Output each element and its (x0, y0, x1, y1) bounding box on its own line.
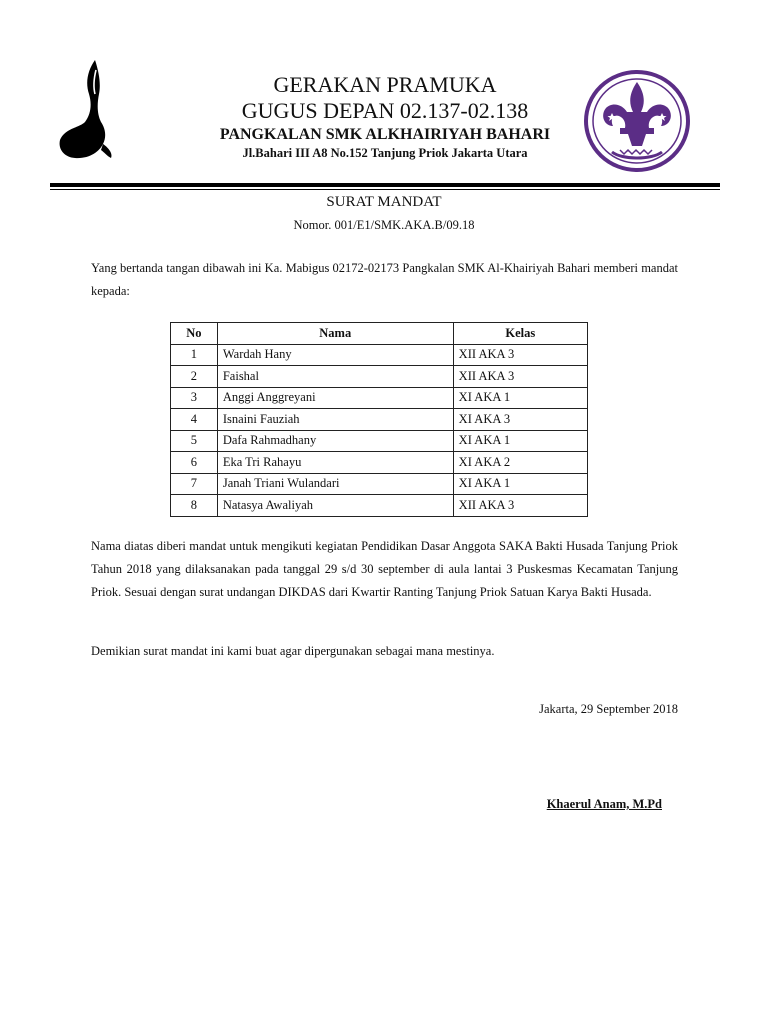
table-row (171, 473, 588, 495)
table-row (171, 409, 588, 431)
letter-title: SURAT MANDAT (326, 194, 442, 210)
table-row (171, 495, 588, 517)
cell-nama: Natasya Awaliyah (217, 495, 453, 517)
cell-nama: Eka Tri Rahayu (217, 452, 453, 474)
cell-kelas: XI AKA 2 (453, 452, 587, 474)
cell-kelas: XI AKA 1 (453, 387, 587, 409)
cell-no: 7 (171, 473, 218, 495)
cell-no: 4 (171, 409, 218, 431)
header-nama: Nama (217, 323, 453, 345)
cell-no: 8 (171, 495, 218, 517)
cell-no: 2 (171, 366, 218, 388)
cell-kelas: XI AKA 1 (453, 430, 587, 452)
header-kelas: Kelas (453, 323, 587, 345)
cell-no: 1 (171, 344, 218, 366)
member-table (170, 322, 588, 517)
org-title: GERAKAN PRAMUKA (273, 72, 497, 97)
letter-number: Nomor. 001/E1/SMK.AKA.B/09.18 (293, 218, 475, 232)
address: Jl.Bahari III A8 No.152 Tanjung Priok Jakarta Utara (242, 146, 528, 160)
table-header-row (171, 323, 588, 345)
header-rule-thin (50, 189, 720, 190)
cell-nama: Anggi Anggreyani (217, 387, 453, 409)
body-paragraph: Nama diatas diberi mandat untuk mengikuti kegiatan Pendidikan Dasar Anggota SAKA Bakti Husada Tanjung Priok Tahun 2018 yang dilaksanakan pada tanggal 29 s/d 30 september di aula lantai 3 Puskesmas Kecamatan Tanjung Priok. Sesuai dengan surat undangan DIKDAS dari Kwartir Ranting Tanjung Priok Satuan Karya Bakti Husada. (91, 539, 678, 599)
table-row (171, 366, 588, 388)
cell-kelas: XI AKA 1 (453, 473, 587, 495)
base-title: PANGKALAN SMK ALKHAIRIYAH BAHARI (219, 126, 551, 143)
cell-nama: Janah Triani Wulandari (217, 473, 453, 495)
cell-nama: Dafa Rahmadhany (217, 430, 453, 452)
header-rule-thick (50, 183, 720, 187)
table-row (171, 387, 588, 409)
cell-kelas: XII AKA 3 (453, 366, 587, 388)
cell-kelas: XII AKA 3 (453, 495, 587, 517)
cell-no: 6 (171, 452, 218, 474)
cell-kelas: XII AKA 3 (453, 344, 587, 366)
table-row (171, 430, 588, 452)
cell-nama: Faishal (217, 366, 453, 388)
table-row (171, 344, 588, 366)
closing-paragraph: Demikian surat mandat ini kami buat agar dipergunakan sebagai mana mestinya. (91, 644, 495, 658)
date-line: Jakarta, 29 September 2018 (539, 702, 678, 716)
cell-nama: Wardah Hany (217, 344, 453, 366)
cell-no: 3 (171, 387, 218, 409)
unit-title: GUGUS DEPAN 02.137-02.138 (241, 98, 529, 123)
cell-no: 5 (171, 430, 218, 452)
intro-paragraph: Yang bertanda tangan dibawah ini Ka. Mabigus 02172-02173 Pangkalan SMK Al-Khairiyah Bahari memberi mandat kepada: (91, 261, 678, 298)
table-row (171, 452, 588, 474)
tunas-kelapa-icon (55, 58, 121, 160)
signer-name: Khaerul Anam, M.Pd (546, 797, 662, 811)
cell-nama: Isnaini Fauziah (217, 409, 453, 431)
cell-kelas: XI AKA 3 (453, 409, 587, 431)
header-no: No (171, 323, 218, 345)
